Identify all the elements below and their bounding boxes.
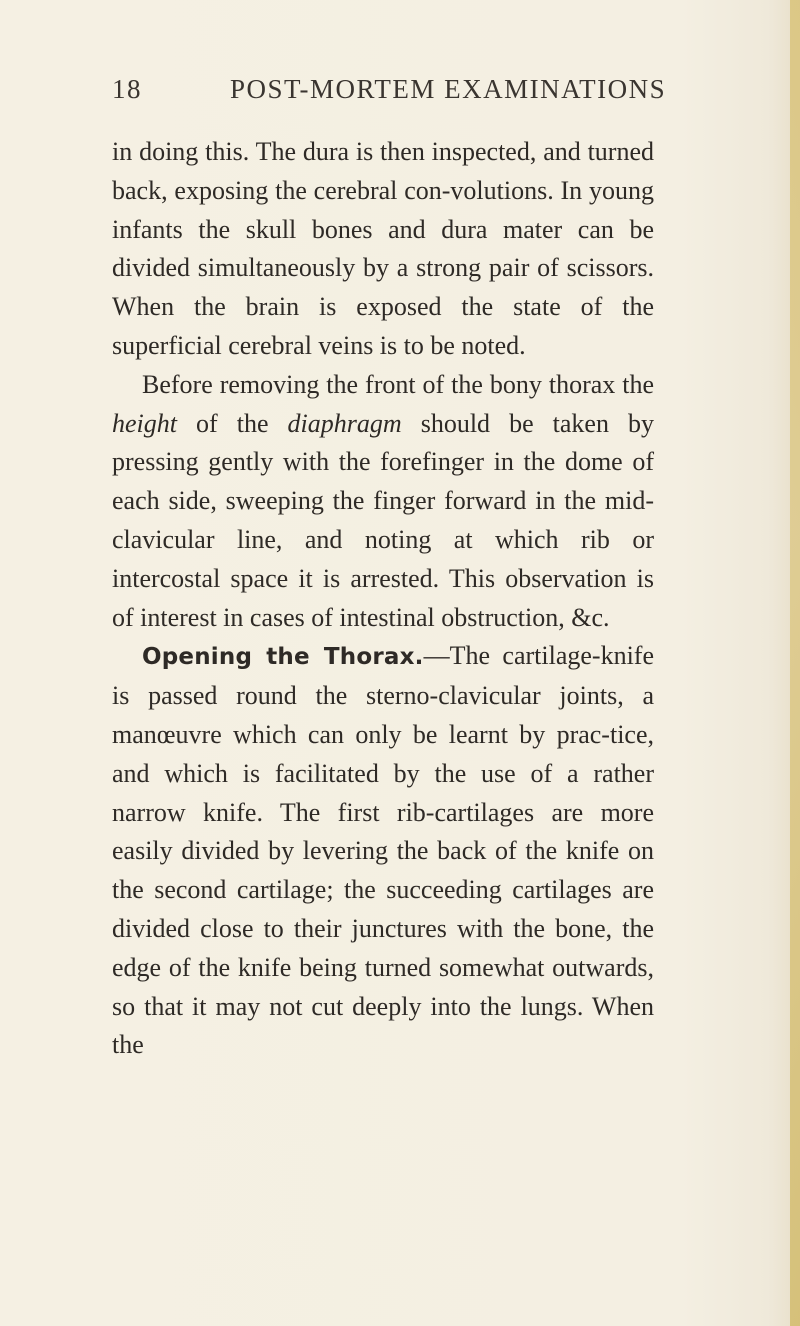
body-text	[112, 133, 654, 1065]
paragraph-3	[112, 637, 654, 1065]
emphasis-height: height	[112, 408, 177, 438]
paragraph-2-text-b: of the	[177, 408, 288, 438]
paragraph-2-text-c: should be taken by pressing gently with the forefinger in the dome of each side, sweeping the finger forward in the mid-clavicular line, and noting at which rib or intercostal space it is arrested. This observation is of interest in cases of intestinal obstruction, &c.	[112, 408, 655, 632]
page-edge	[790, 0, 800, 1326]
running-title: POST-MORTEM EXAMINATIONS	[230, 74, 667, 104]
page-header	[112, 74, 667, 118]
emphasis-diaphragm: diaphragm	[287, 408, 402, 438]
paragraph-3-text: —The cartilage-knife is passed round the sterno-clavicular joints, a manœuvre which can only be learnt by prac-tice, and which is facilitated by the use of a rather narrow knife. The first rib-cartilages are more easily divided by levering the back of the knife on the second cartilage; the succeeding cartilages are divided close to their junctures with the bone, the edge of the knife being turned somewhat outwards, so that it may not cut deeply into the lungs. When the	[112, 641, 655, 1060]
paragraph-2-text-a: Before removing the front of the bony thorax the	[142, 369, 654, 399]
paragraph-2	[112, 366, 654, 638]
section-heading: Opening the Thorax.	[142, 644, 424, 671]
paragraph-1	[112, 133, 654, 366]
page-number: 18	[112, 74, 142, 104]
paragraph-1-text: in doing this. The dura is then inspected, and turned back, exposing the cerebral con-volutions. In young infants the skull bones and dura mater can be divided simultaneously by a strong pair of scissors. When the brain is exposed the state of the superficial cerebral veins is to be noted.	[112, 137, 654, 360]
